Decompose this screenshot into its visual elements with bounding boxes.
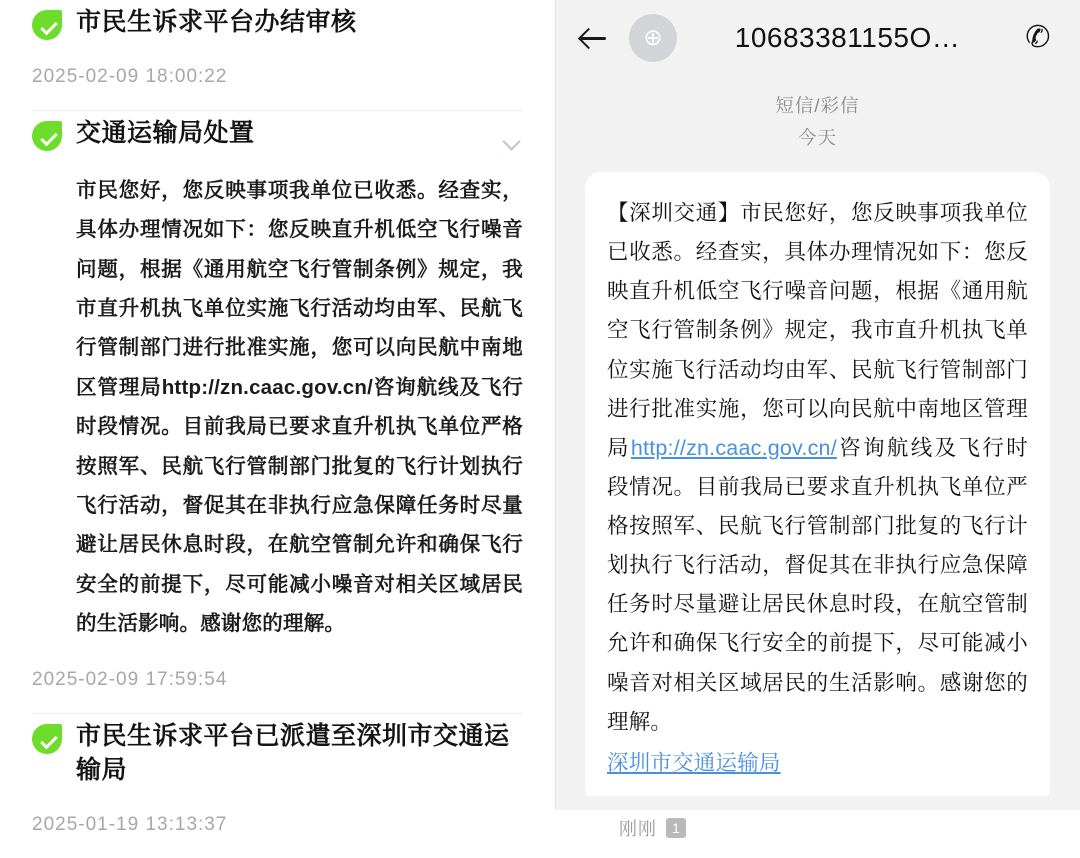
- timeline-entry-timestamp-row: [32, 40, 523, 111]
- timeline-entry-header: [32, 714, 523, 788]
- timeline-entry-timestamp: 2025-02-09 17:59:54: [32, 669, 228, 691]
- timeline-entry: [32, 0, 523, 111]
- conversation-header: [555, 0, 1080, 76]
- timeline-entry-timestamp: 2025-01-19 13:13:37: [32, 813, 228, 835]
- message-time: 刚刚: [619, 818, 657, 839]
- leaf-check-icon: [32, 121, 62, 151]
- timeline-entry-timestamp: 2025-02-09 18:00:22: [32, 66, 228, 87]
- avatar[interactable]: [629, 14, 677, 62]
- timeline-entry-body: 市民您好，您反映事项我单位已收悉。经查实，具体办理情况如下：您反映直升机低空飞行噪音问题，根据《通用航空飞行管制条例》规定，我市直升机执飞单位实施飞行活动均由军、民航飞行管制部门进行批准实施，您可以向民航中南地区管理局http://zn.caac.gov.cn/咨询航线及飞行时段情况。目前我局已要求直升机执飞单位严格按照军、民航飞行管制部门批复的飞行计划执行飞行活动，督促其在非执行应急保障任务时尽量避让居民休息时段，在航空管制允许和确保飞行安全的前提下，尽可能减小噪音对相关区域居民的生活影响。感谢您的理解。: [76, 179, 523, 635]
- timeline-entry-header: [32, 0, 523, 40]
- timeline-entry-title: 交通运输局处置: [76, 119, 255, 147]
- timeline-entry-title: 市民生诉求平台办结审核: [76, 8, 357, 36]
- message-count-badge: 1: [666, 818, 686, 838]
- bottom-spacer: [555, 796, 1080, 810]
- message-text-before-link: 【深圳交通】市民您好，您反映事项我单位已收悉。经查实，具体办理情况如下：您反映直升机低空飞行噪音问题，根据《通用航空飞行管制条例》规定，我市直升机执飞单位实施飞行活动均由军、民航飞行管制部门进行批准实施，您可以向民航中南地区管理局: [607, 201, 1028, 460]
- leaf-check-icon: [32, 10, 62, 40]
- message-signature-link[interactable]: 深圳市交通运输局: [607, 750, 781, 775]
- back-arrow-icon[interactable]: [573, 18, 613, 58]
- timeline-entry-title: 市民生诉求平台已派遣至深圳市交通运输局: [76, 722, 510, 785]
- timeline-entry-header: [32, 111, 523, 153]
- sms-conversation-panel: [555, 0, 1080, 839]
- timeline-entry-timestamp-row: [32, 643, 523, 714]
- timeline-entry: [32, 714, 523, 858]
- conversation-date-label: 今天: [797, 127, 837, 148]
- conversation-title: 10683381155O…: [734, 22, 961, 53]
- leaf-check-icon: [32, 724, 62, 754]
- message-text-after-link: 咨询航线及飞行时段情况。目前我局已要求直升机执飞单位严格按照军、民航飞行管制部门批复的飞行计划执行飞行活动，督促其在非执行应急保障任务时尽量避让居民休息时段，在航空管制允许和确保飞行安全的前提下，尽可能减小噪音对相关区域居民的生活影响。感谢您的理解。: [607, 435, 1028, 734]
- bell-icon: ⊕: [643, 24, 663, 51]
- timeline-entry-timestamp-row: [32, 788, 523, 858]
- message-bubble[interactable]: [585, 172, 1050, 803]
- chevron-down-icon[interactable]: [501, 131, 523, 153]
- panel-divider: [555, 0, 556, 810]
- conversation-type-label: 短信/彩信: [775, 95, 860, 116]
- message-link[interactable]: http://zn.caac.gov.cn/: [630, 435, 837, 460]
- timeline-entry: [32, 111, 523, 714]
- message-list: [555, 150, 1080, 841]
- phone-call-icon[interactable]: ✆: [1025, 21, 1051, 54]
